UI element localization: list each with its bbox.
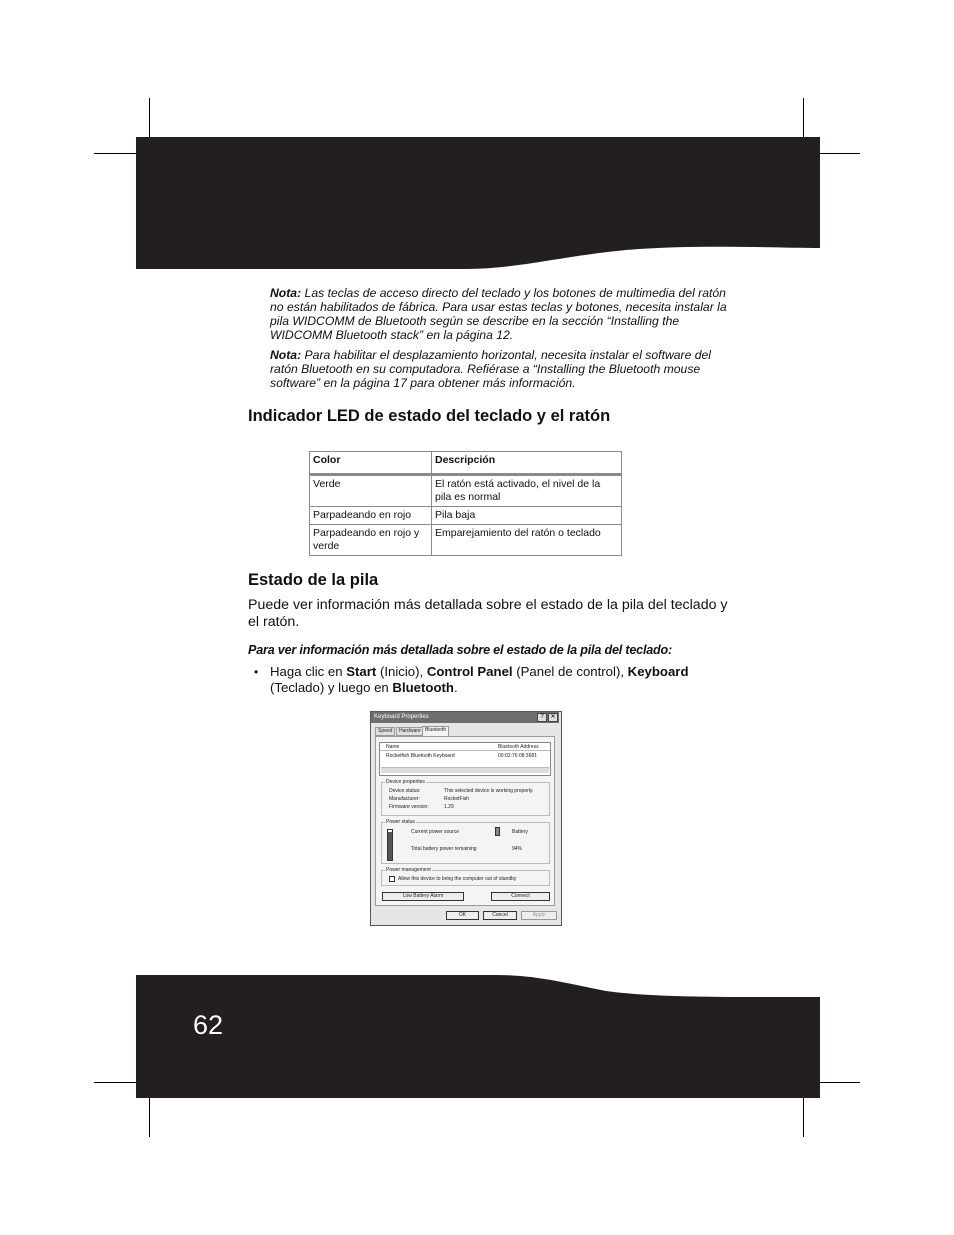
ok-button[interactable]: OK xyxy=(446,911,479,920)
battery-intro: Puede ver información más detallada sobre el estado de la pila del teclado y el ratón. xyxy=(248,597,728,630)
column-header: Bluetooth Address xyxy=(498,744,539,750)
group-label: Power management xyxy=(386,867,431,873)
crop-mark xyxy=(149,98,150,138)
step-text: (Inicio), xyxy=(376,664,427,679)
step-text: Haga clic en xyxy=(270,664,347,679)
note-label: Nota: xyxy=(270,286,302,300)
tab-speed[interactable]: Speed xyxy=(375,727,395,736)
step-menu-control-panel: Control Panel xyxy=(426,664,513,679)
property-value: 1.29 xyxy=(444,804,454,810)
battery-remaining-value: 94% xyxy=(512,846,523,852)
group-label: Power status xyxy=(386,819,415,825)
crop-mark xyxy=(94,153,136,154)
table-row xyxy=(310,507,622,525)
procedure-step xyxy=(270,664,740,696)
crop-mark xyxy=(803,98,804,138)
battery-icon xyxy=(495,827,500,836)
crop-mark xyxy=(94,1082,136,1083)
note-label: Nota: xyxy=(270,348,302,362)
help-button[interactable]: ? xyxy=(537,713,547,722)
property-value: This selected device is working properly. xyxy=(444,788,534,794)
step-menu-start: Start xyxy=(346,664,377,679)
keyboard-properties-dialog xyxy=(370,711,562,926)
low-battery-alarm-button[interactable]: Low Battery Alarm xyxy=(382,892,464,901)
crop-mark xyxy=(818,153,860,154)
page-number: 62 xyxy=(193,1010,224,1040)
close-button[interactable]: ✕ xyxy=(548,713,558,722)
table-cell: Emparejamiento del ratón o teclado xyxy=(432,525,622,556)
table-cell: Pila baja xyxy=(432,507,622,525)
group-label: Device properties xyxy=(386,779,425,785)
crop-mark xyxy=(818,1082,860,1083)
note-2 xyxy=(270,348,736,390)
section-heading-led: Indicador LED de estado del teclado y el ratón xyxy=(248,407,611,425)
step-menu-keyboard: Keyboard xyxy=(627,664,689,679)
column-header: Color xyxy=(310,452,432,475)
table-cell: Parpadeando en rojo y verde xyxy=(310,525,432,556)
power-source-label: Current power source xyxy=(411,829,460,835)
step-text: (Teclado) y luego en xyxy=(270,680,393,695)
battery-fill xyxy=(388,832,392,860)
column-header: Descripción xyxy=(432,452,622,475)
connect-button[interactable]: Connect xyxy=(491,892,550,901)
crop-mark xyxy=(149,1097,150,1137)
dialog-titlebar xyxy=(371,712,559,723)
table-cell: Verde xyxy=(310,475,432,507)
standby-checkbox[interactable] xyxy=(389,876,395,882)
note-text: Las teclas de acceso directo del teclado y los botones de multimedia del ratón no están habilitados de fábrica. Para usar estas teclas y botones, necesita instalar la pila WIDCOMM de Bluetooth según se describe en la sección “Installing the WIDCOMM Bluetooth stack” en la página 12. xyxy=(270,286,727,342)
table-cell: El ratón está activado, el nivel de la pila es normal xyxy=(432,475,622,507)
step-text: (Panel de control), xyxy=(512,664,628,679)
device-properties-group xyxy=(381,779,550,816)
section-heading-battery: Estado de la pila xyxy=(248,571,379,589)
column-header: Name xyxy=(386,744,400,750)
bullet-marker: • xyxy=(254,665,259,679)
footer-band xyxy=(136,975,820,1098)
battery-remaining-label: Total battery power remaining xyxy=(411,846,477,852)
apply-button[interactable]: Apply xyxy=(521,911,557,920)
list-scrollbar[interactable] xyxy=(381,767,549,773)
device-list[interactable] xyxy=(379,742,551,776)
tab-hardware[interactable]: Hardware xyxy=(396,727,424,736)
standby-checkbox-label: Allow this device to bring the computer out of standby xyxy=(398,876,517,882)
step-menu-bluetooth: Bluetooth xyxy=(392,680,454,695)
device-address: 00:02:76:08:3681 xyxy=(498,753,537,759)
table-header-row xyxy=(310,452,622,475)
header-band xyxy=(136,137,820,270)
property-value: RocketFish xyxy=(444,796,470,802)
led-status-table xyxy=(309,451,622,556)
table-row xyxy=(310,475,622,507)
power-source-value: Battery xyxy=(512,829,528,835)
power-management-group xyxy=(381,867,550,886)
crop-mark xyxy=(803,1097,804,1137)
battery-level-icon xyxy=(387,829,393,861)
device-list-header xyxy=(380,743,550,751)
property-label: Manufacturer: xyxy=(389,796,420,802)
power-status-group xyxy=(381,819,550,864)
dialog-title: Keyboard Properties xyxy=(374,714,429,720)
property-label: Firmware version: xyxy=(389,804,429,810)
note-1 xyxy=(270,286,736,342)
note-text: Para habilitar el desplazamiento horizontal, necesita instalar el software del ratón Bluetooth en su computadora. Refiérase a “Installing the Bluetooth mouse software” en la página 17 para obtener más información. xyxy=(270,348,712,390)
device-name[interactable]: Rocketfish Bluetooth Keyboard xyxy=(386,753,455,759)
cancel-button[interactable]: Cancel xyxy=(483,911,517,920)
table-row xyxy=(310,525,622,556)
tab-bluetooth[interactable]: Bluetooth xyxy=(422,726,449,737)
procedure-title: Para ver información más detallada sobre el estado de la pila del teclado: xyxy=(248,643,673,657)
step-text: . xyxy=(453,680,458,695)
table-cell: Parpadeando en rojo xyxy=(310,507,432,525)
property-label: Device status: xyxy=(389,788,421,794)
